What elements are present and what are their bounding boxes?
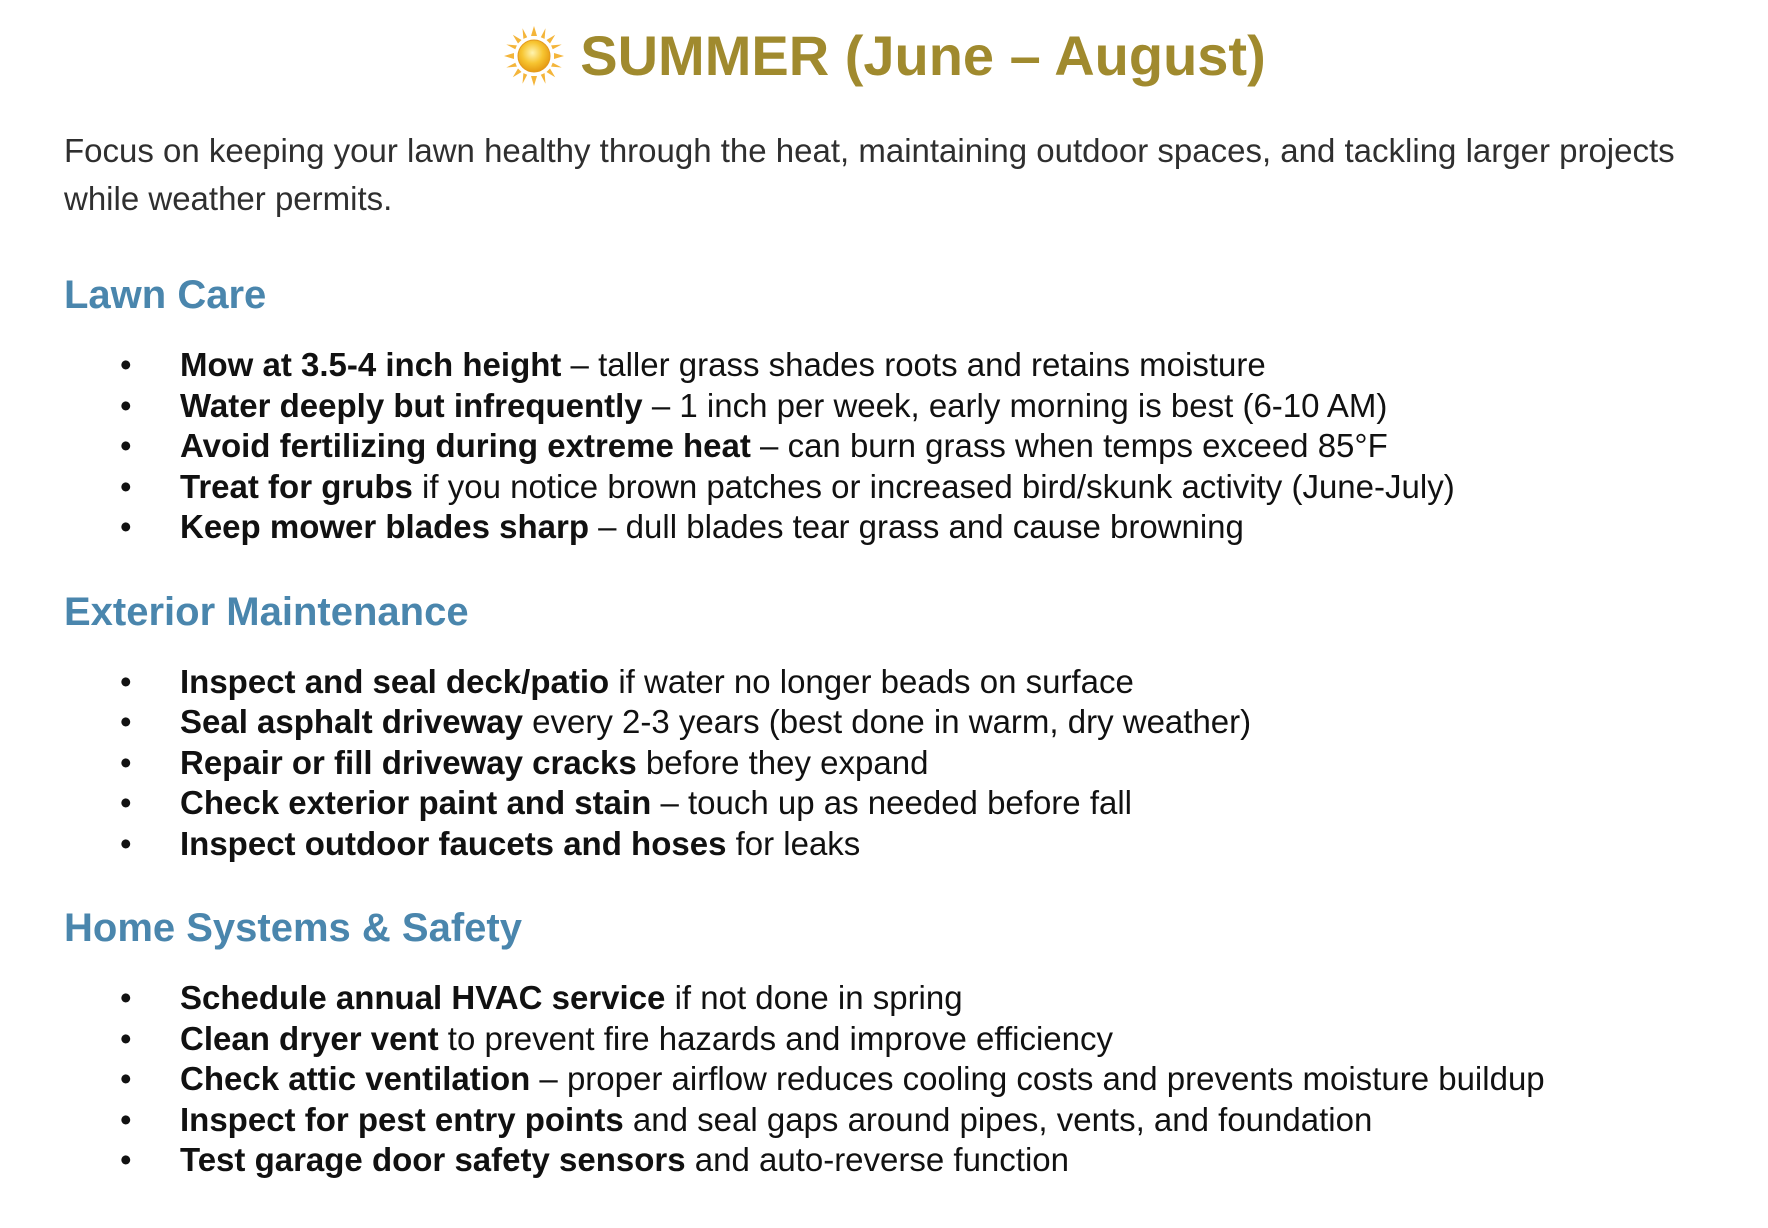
- checklist: [64, 345, 1704, 548]
- section-heading: Home Systems & Safety: [64, 906, 522, 950]
- section-home-systems-safety: [64, 904, 1704, 1181]
- list-item: [64, 702, 1704, 743]
- page-title: SUMMER (June – August): [580, 24, 1266, 87]
- item-bold-text: Water deeply but infrequently: [180, 386, 643, 424]
- item-text: – dull blades tear grass and cause browning: [588, 508, 1244, 545]
- bullet: •: [120, 1060, 132, 1097]
- item-text: if water no longer beads on surface: [609, 662, 1134, 700]
- section-heading: Lawn Care: [64, 273, 267, 317]
- item-bold-text: Schedule annual HVAC service: [180, 979, 666, 1016]
- item-bold-text: Clean dryer vent: [180, 1019, 439, 1057]
- list-item: [64, 824, 1704, 865]
- section-lawn-care: [64, 271, 1704, 548]
- item-text: – taller grass shades roots and retains moisture: [561, 346, 1266, 383]
- item-text: – can burn grass when temps exceed 85°F: [750, 427, 1388, 464]
- list-item: [64, 467, 1704, 508]
- bullet: •: [120, 1100, 132, 1138]
- item-bold-text: Seal asphalt driveway: [180, 703, 524, 740]
- list-item: [64, 386, 1704, 427]
- sun-icon: [502, 24, 566, 88]
- item-bold-text: Inspect and seal deck/patio: [180, 662, 610, 700]
- list-item: [64, 662, 1704, 703]
- item-bold-text: Inspect for pest entry points: [180, 1100, 624, 1138]
- item-bold-text: Treat for grubs: [180, 467, 413, 505]
- item-text: if you notice brown patches or increased bird/skunk activity (June-July): [412, 467, 1455, 505]
- bullet: •: [120, 467, 132, 505]
- item-text: – touch up as needed before fall: [651, 784, 1133, 821]
- list-item: [64, 783, 1704, 824]
- list-item: [64, 426, 1704, 467]
- item-bold-text: Check exterior paint and stain: [180, 784, 652, 821]
- item-bold-text: Inspect outdoor faucets and hoses: [180, 824, 727, 862]
- list-item: [64, 1019, 1704, 1060]
- checklist: [64, 978, 1704, 1181]
- bullet: •: [120, 427, 132, 464]
- item-bold-text: Mow at 3.5-4 inch height: [180, 346, 562, 383]
- bullet: •: [120, 979, 132, 1016]
- list-item: [64, 978, 1704, 1019]
- item-bold-text: Test garage door safety sensors: [180, 1141, 686, 1178]
- bullet: •: [120, 386, 132, 424]
- bullet: •: [120, 508, 132, 545]
- bullet: •: [120, 784, 132, 821]
- item-text: to prevent fire hazards and improve efficiency: [438, 1019, 1114, 1057]
- section-exterior-maintenance: [64, 588, 1704, 865]
- bullet: •: [120, 662, 132, 700]
- item-text: every 2-3 years (best done in warm, dry weather): [523, 703, 1252, 740]
- intro-paragraph: Focus on keeping your lawn healthy through the heat, maintaining outdoor spaces, and tackling larger projects while weather permits.: [64, 132, 1675, 217]
- list-item: [64, 1100, 1704, 1141]
- bullet: •: [120, 824, 132, 862]
- item-bold-text: Check attic ventilation: [180, 1060, 531, 1097]
- bullet: •: [120, 743, 132, 781]
- item-text: for leaks: [726, 824, 861, 862]
- bullet: •: [120, 703, 132, 740]
- item-text: and auto-reverse function: [685, 1141, 1069, 1178]
- item-text: – 1 inch per week, early morning is best (6-10 AM): [642, 386, 1388, 424]
- list-item: [64, 1059, 1704, 1100]
- item-text: and seal gaps around pipes, vents, and foundation: [623, 1100, 1373, 1138]
- item-bold-text: Keep mower blades sharp: [180, 508, 589, 545]
- item-text: – proper airflow reduces cooling costs and prevents moisture buildup: [530, 1060, 1545, 1097]
- bullet: •: [120, 346, 132, 383]
- list-item: [64, 345, 1704, 386]
- item-bold-text: Repair or fill driveway cracks: [180, 743, 637, 781]
- section-heading: Exterior Maintenance: [64, 589, 469, 634]
- item-bold-text: Avoid fertilizing during extreme heat: [180, 427, 751, 464]
- item-text: before they expand: [636, 743, 929, 781]
- title-row: [64, 0, 1704, 112]
- list-item: [64, 507, 1704, 548]
- item-text: if not done in spring: [665, 979, 963, 1016]
- checklist: [64, 662, 1704, 865]
- list-item: [64, 1140, 1704, 1181]
- bullet: •: [120, 1019, 132, 1057]
- list-item: [64, 743, 1704, 784]
- bullet: •: [120, 1141, 132, 1178]
